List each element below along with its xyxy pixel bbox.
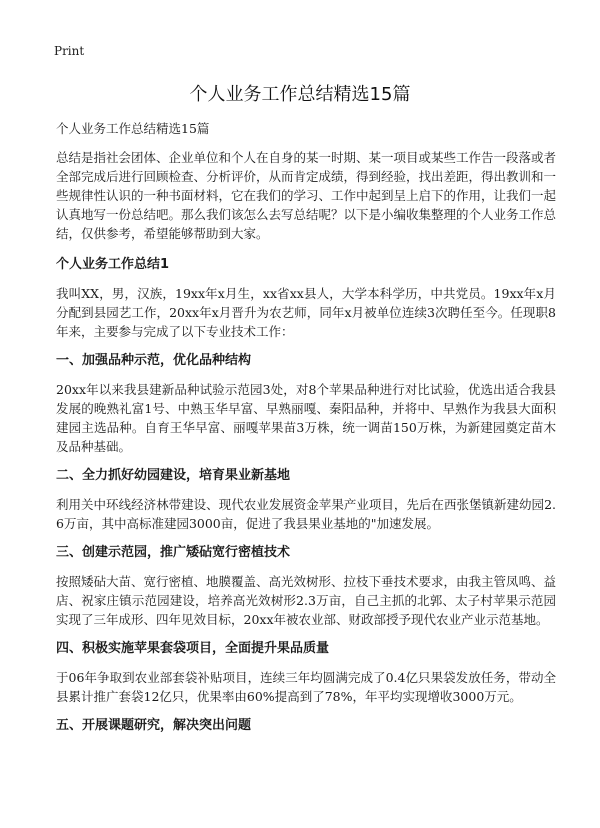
section-1-paragraph: 20xx年以来我县建新品种试验示范园3处，对8个苹果品种进行对比试验，优选出适合我县发展的晚熟礼富1号、中熟玉华早富、早熟丽嘎、秦阳品种，并将中、早熟作为我县大面积建园主选品种。自育王华早富、丽嘎苹果苗3万株，统一调苗150万株，为新建园奠定苗木及品种基础。 [56,382,556,454]
section-1-heading: 一、加强品种示范，优化品种结构 [56,353,252,368]
section-2-heading: 二、全力抓好幼园建设，培育果业新基地 [56,468,291,483]
section-2-paragraph: 利用关中环线经济林带建设、现代农业发展资金苹果产业项目，先后在西张堡镇新建幼园2.6万亩，其中高标准建园3000亩，促进了我县果业基地的"加速发展。 [56,497,556,531]
section-3-paragraph: 按照矮砧大苗、宽行密植、地膜覆盖、高光效树形、拉枝下垂技术要求，由我主管凤鸣、益店、祝家庄镇示范园建设，培养高光效树形2.3万亩，自己主抓的北郭、太子村苹果示范园实现了三年成形、四年见效目标，20xx年被农业部、财政部授予现代农业产业示范基地。 [56,574,557,627]
section-5-heading: 五、开展课题研究，解决突出问题 [56,718,252,733]
summary-1-heading: 个人业务工作总结1 [56,257,170,272]
section-4-paragraph: 于06年争取到农业部套袋补贴项目，连续三年均圆满完成了0.4亿只果袋发放任务，带动全县累计推广套袋12亿只，优果率由60%提高到了78%，年平均实现增收3000万元。 [56,670,556,704]
document-body [56,119,556,745]
intro-paragraph: 总结是指社会团体、企业单位和个人在自身的某一时期、某一项目或某些工作告一段落或者全部完成后进行回顾检查、分析评价，从而肯定成绩，得到经验，找出差距，得出教训和一些规律性认识的一种书面材料，它在我们的学习、工作中起到呈上启下的作用，让我们一起认真地写一份总结吧。那么我们该怎么去写总结呢？以下是小编收集整理的个人业务工作总结，仅供参考，希望能够帮助到大家。 [56,150,557,241]
section-3-heading: 三、创建示范园，推广矮砧宽行密植技术 [56,545,291,560]
document-subtitle: 个人业务工作总结精选15篇 [56,121,210,136]
section-4-heading: 四、积极实施苹果套袋项目，全面提升果品质量 [56,641,330,656]
summary-1-paragraph: 我叫XX，男，汉族，19xx年x月生，xx省xx县人，大学本科学历，中共党员。19xx年x月分配到县园艺工作，20xx年x月晋升为农艺师，同年x月被单位连续3次聘任至今。任现职8年来，主要参与完成了以下专业技术工作： [56,286,556,339]
page-title: 个人业务工作总结精选15篇 [189,84,411,105]
print-label: Print [54,44,85,58]
